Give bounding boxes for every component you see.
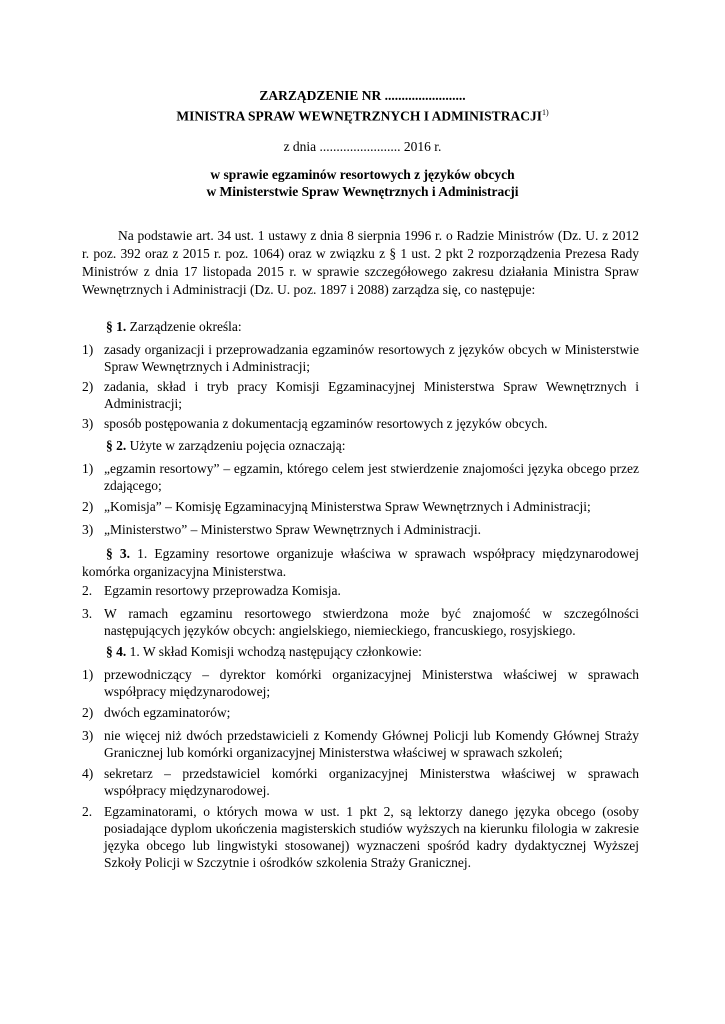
list-item: 3) „Ministerstwo” – Ministerstwo Spraw Wewnętrznych i Administracji. bbox=[82, 522, 481, 537]
footnote-ref: 1) bbox=[541, 108, 549, 117]
list-item: 3) nie więcej niż dwóch przedstawicieli z Komendy Głównej Policji lub Komendy Głównej Straży Granicznej lub komórki organizacyjnej Ministerstwa właściwej w sprawach szkoleń; bbox=[82, 728, 639, 760]
title-line-1: ZARZĄDZENIE NR ........................ bbox=[259, 88, 466, 103]
list-item: 3) sposób postępowania z dokumentacją egzaminów resortowych z języków obcych. bbox=[82, 416, 548, 431]
list-item: 2) „Komisja” – Komisję Egzaminacyjną Ministerstwa Spraw Wewnętrznych i Administracji; bbox=[82, 499, 591, 514]
section-4-heading: § 4. 1. W skład Komisji wchodzą następujący członkowie: bbox=[106, 644, 422, 659]
list-item: 2. Egzamin resortowy przeprowadza Komisja. bbox=[82, 583, 341, 598]
list-item: 3. W ramach egzaminu resortowego stwierdzona może być znajomość w szczególności następujących języków obcych: angielskiego, niemieckiego, francuskiego, rosyjskiego. bbox=[82, 606, 639, 638]
list-item: 2) zadania, skład i tryb pracy Komisji Egzaminacyjnej Ministerstwa Spraw Wewnętrznych i Administracji; bbox=[82, 379, 639, 411]
subject-line-2: w Ministerstwie Spraw Wewnętrznych i Administracji bbox=[206, 184, 519, 199]
date-line: z dnia ........................ 2016 r. bbox=[283, 139, 442, 154]
list-item: 2) dwóch egzaminatorów; bbox=[82, 705, 231, 720]
list-item: 1) przewodniczący – dyrektor komórki organizacyjnej Ministerstwa właściwej w sprawach współpracy międzynarodowej; bbox=[82, 667, 639, 699]
list-item: 4) sekretarz – przedstawiciel komórki organizacyjnej Ministerstwa właściwej w sprawach współpracy międzynarodowej. bbox=[82, 766, 639, 798]
preamble: Na podstawie art. 34 ust. 1 ustawy z dnia 8 sierpnia 1996 r. o Radzie Ministrów (Dz. U. z 2012 r. poz. 392 oraz z 2015 r. poz. 1064) oraz w związku z § 1 ust. 2 pkt 2 rozporządzenia Prezesa Rady Ministrów z dnia 17 listopada 2015 r. w sprawie szczegółowego zakresu działania Ministra Spraw Wewnętrznych i Administracji (Dz. U. poz. 1897 i 2088) zarządza się, co następuje: bbox=[82, 228, 639, 297]
list-item: 1) „egzamin resortowy” – egzamin, którego celem jest stwierdzenie znajomości języka obcego przez zdającego; bbox=[82, 461, 639, 493]
section-3-heading: § 3. 1. Egzaminy resortowe organizuje właściwa w sprawach współpracy międzynarodowej komórka organizacyjna Ministerstwa. bbox=[82, 546, 639, 579]
list-item: 2. Egzaminatorami, o których mowa w ust. 1 pkt 2, są lektorzy danego języka obcego (osoby posiadające dyplom ukończenia magisterskich studiów wyższych na kierunku filologia w zakresie języka obcego lub lingwistyki stosowanej) wyznaczeni spośród kadry dydaktycznej Wyższej Szkoły Policji w Szczytnie i ośrodków szkolenia Straży Granicznej. bbox=[82, 804, 639, 870]
section-2-heading: § 2. Użyte w zarządzeniu pojęcia oznaczają: bbox=[106, 438, 346, 453]
subject-line-1: w sprawie egzaminów resortowych z języków obcych bbox=[210, 167, 515, 182]
title-line-2: MINISTRA SPRAW WEWNĘTRZNYCH I ADMINISTRACJI$^{1)}$ bbox=[176, 108, 549, 124]
section-1-heading: § 1. Zarządzenie określa: bbox=[106, 319, 242, 334]
list-item: 1) zasady organizacji i przeprowadzania egzaminów resortowych z języków obcych w Ministerstwie Spraw Wewnętrznych i Administracji; bbox=[82, 342, 639, 374]
